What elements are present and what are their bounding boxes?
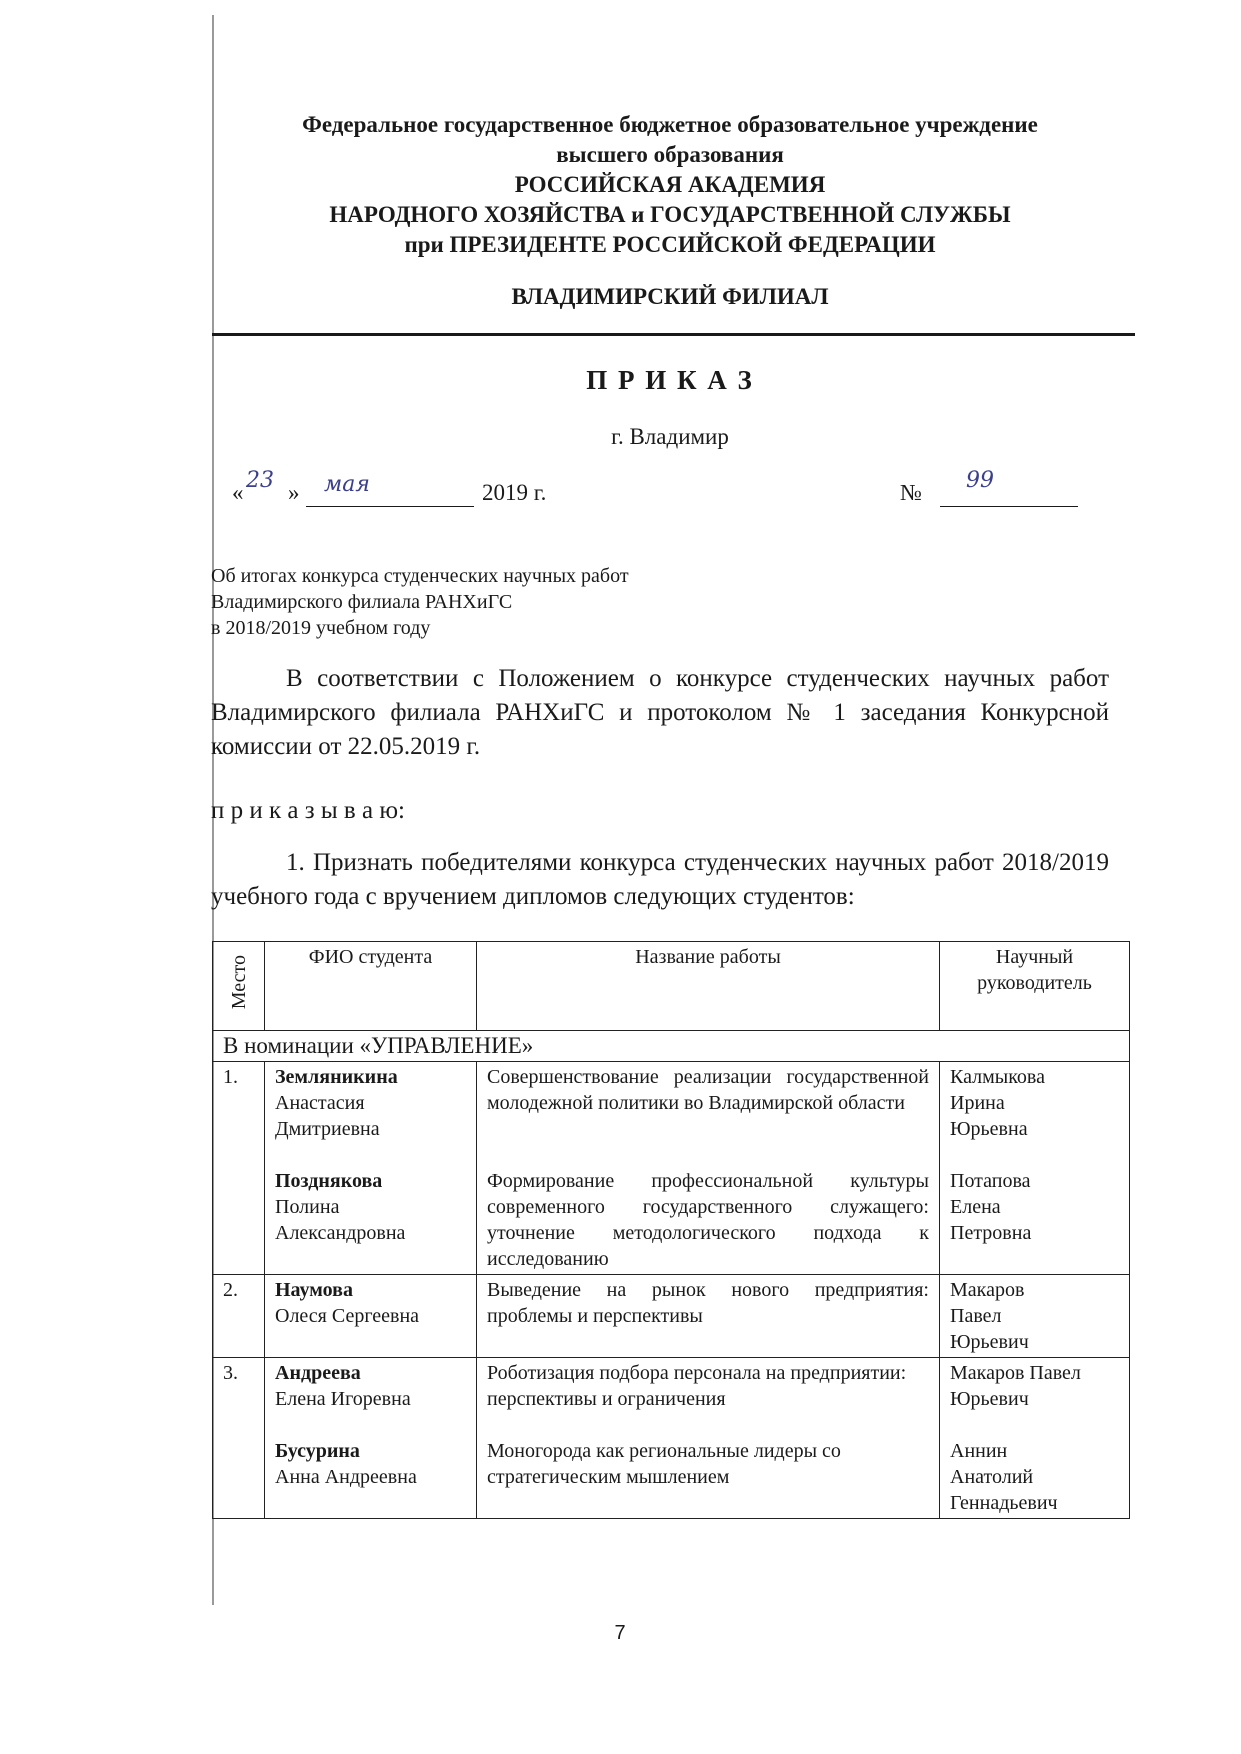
date-day-handwritten: 23 <box>246 468 274 493</box>
supervisor-name: Калмыкова Ирина Юрьевна <box>950 1066 1045 1140</box>
preamble: В соответствии с Положением о конкурсе студенческих научных работ Владимирского филиала РАНХиГС и протоколом № 1 заседания Конкурсной комиссии от 22.05.2019 г. <box>211 665 1109 760</box>
subject-line-1: Об итогах конкурса студенческих научных работ <box>211 565 629 587</box>
work-cell <box>477 1062 940 1275</box>
date-month-handwritten: мая <box>324 472 370 497</box>
place-cell: 1. <box>213 1062 265 1275</box>
table-row <box>213 1358 1130 1519</box>
table-row <box>213 1062 1130 1275</box>
student-cell <box>265 1358 477 1519</box>
date-close-quote: » <box>288 480 300 505</box>
student-surname: Андреева <box>275 1362 361 1384</box>
date-open-quote: « <box>232 480 244 505</box>
supervisor-cell <box>940 1358 1130 1519</box>
supervisor-name: Макаров Павел Юрьевич <box>950 1279 1029 1353</box>
work-title: Роботизация подбора персонала на предприятии: перспективы и ограничения <box>487 1362 907 1410</box>
header-supervisor: Научный руководитель <box>940 942 1130 1031</box>
header-line-5: при ПРЕЗИДЕНТЕ РОССИЙСКОЙ ФЕДЕРАЦИИ <box>404 232 936 257</box>
work-title: Моногорода как региональные лидеры со стратегическим мышлением <box>487 1440 841 1488</box>
branch-name: ВЛАДИМИРСКИЙ ФИЛИАЛ <box>511 284 829 309</box>
page-number: 7 <box>614 1622 626 1644</box>
subject-line-2: Владимирского филиала РАНХиГС <box>211 591 513 613</box>
order-command: п р и к а з ы в а ю: <box>211 797 405 824</box>
header-student: ФИО студента <box>265 942 477 1031</box>
header-work: Название работы <box>477 942 940 1031</box>
nomination-title: В номинации «УПРАВЛЕНИЕ» <box>213 1031 1130 1062</box>
header-rule <box>212 333 1135 336</box>
order-title: П Р И К А З <box>586 365 754 395</box>
student-given-name: Олеся Сергеевна <box>275 1305 420 1327</box>
supervisor-cell <box>940 1275 1130 1358</box>
order-number <box>900 468 1080 514</box>
student-cell <box>265 1062 477 1275</box>
date-underline <box>306 506 474 507</box>
header-line-1: Федеральное государственное бюджетное образовательное учреждение <box>302 112 1038 137</box>
number-handwritten: 99 <box>966 468 994 493</box>
header-line-2: высшего образования <box>556 142 784 167</box>
work-title: Совершенствование реализации государственной молодежной политики во Владимирской области <box>487 1066 929 1114</box>
table-header-row <box>213 942 1130 1031</box>
work-title: Выведение на рынок нового предприятия: проблемы и перспективы <box>487 1279 929 1327</box>
number-underline <box>940 506 1078 507</box>
institution-header <box>190 110 1150 260</box>
number-label: № <box>900 480 922 505</box>
item-1: 1. Признать победителями конкурса студенческих научных работ 2018/2019 учебного года с вручением дипломов следующих студентов: <box>211 849 1109 910</box>
student-cell <box>265 1275 477 1358</box>
order-subject <box>211 563 811 641</box>
student-surname: Земляникина <box>275 1066 398 1088</box>
subject-line-3: в 2018/2019 учебном году <box>211 617 431 639</box>
place-cell: 3. <box>213 1358 265 1519</box>
supervisor-cell <box>940 1062 1130 1275</box>
student-given-name: Елена Игоревна <box>275 1388 411 1410</box>
student-surname: Бусурина <box>275 1440 360 1462</box>
awards-table <box>212 941 1130 1519</box>
table-row <box>213 1275 1130 1358</box>
student-given-name: Полина Александровна <box>275 1196 406 1244</box>
work-cell <box>477 1358 940 1519</box>
supervisor-name: Аннин Анатолий Геннадьевич <box>950 1440 1058 1514</box>
header-line-3: РОССИЙСКАЯ АКАДЕМИЯ <box>514 172 826 197</box>
order-date <box>232 468 632 514</box>
work-title: Формирование профессиональной культуры современного государственного служащего: уточнение методологического подхода к исследованию <box>487 1170 929 1270</box>
header-place: Место <box>213 942 265 1031</box>
student-surname: Наумова <box>275 1279 353 1301</box>
supervisor-name: Потапова Елена Петровна <box>950 1170 1032 1244</box>
date-year: 2019 г. <box>482 480 547 505</box>
work-cell <box>477 1275 940 1358</box>
supervisor-name: Макаров Павел Юрьевич <box>950 1362 1081 1410</box>
student-given-name: Анна Андреевна <box>275 1466 417 1488</box>
student-given-name: Анастасия Дмитриевна <box>275 1092 380 1140</box>
place-cell: 2. <box>213 1275 265 1358</box>
nomination-row <box>213 1031 1130 1062</box>
header-line-4: НАРОДНОГО ХОЗЯЙСТВА и ГОСУДАРСТВЕННОЙ СЛУЖБЫ <box>329 202 1011 227</box>
student-surname: Позднякова <box>275 1170 383 1192</box>
order-city: г. Владимир <box>611 424 729 449</box>
